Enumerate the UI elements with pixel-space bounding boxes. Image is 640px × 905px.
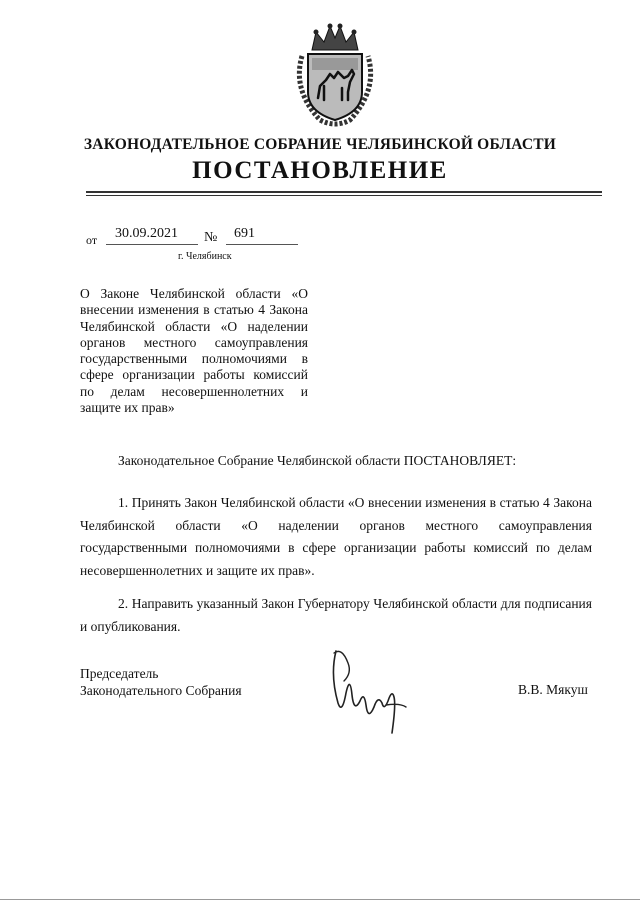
resolution-item-1: 1. Принять Закон Челябинской области «О внесении изменения в статью 4 Закона Челябинской области «О наделении органов местного самоуправления государственными полномочиями в сфере организации работы комиссий по делам несовершеннолетних и защите их прав». xyxy=(80,495,592,578)
coat-of-arms-icon xyxy=(290,20,380,130)
header-divider-thin xyxy=(86,195,602,196)
document-type-title: ПОСТАНОВЛЕНИЕ xyxy=(192,157,448,184)
number-label: № xyxy=(204,230,218,245)
header-divider-thick xyxy=(86,191,602,193)
date-underline xyxy=(106,244,198,245)
document-city: г. Челябинск xyxy=(178,251,232,262)
decree-statement: Законодательное Собрание Челябинской области ПОСТАНОВЛЯЕТ: xyxy=(118,453,517,468)
signer-position-line-1: Председатель xyxy=(80,666,159,681)
resolution-item-2: 2. Направить указанный Закон Губернатору Челябинской области для подписания и опубликования. xyxy=(80,596,592,634)
date-prefix: от xyxy=(86,233,98,247)
document-date: 30.09.2021 xyxy=(115,226,178,241)
document-number: 691 xyxy=(234,226,255,241)
signer-position xyxy=(80,665,242,699)
document-subject: О Законе Челябинской области «О внесении изменения в статью 4 Закона Челябинской области «О наделении органов местного самоуправления государственными полномочиями в сфере организации работы комиссий по делам несовершеннолетних и защите их прав» xyxy=(80,286,308,416)
handwritten-signature-icon xyxy=(322,645,410,735)
signer-position-line-2: Законодательного Собрания xyxy=(80,683,242,698)
number-underline xyxy=(226,244,298,245)
organization-title: ЗАКОНОДАТЕЛЬНОЕ СОБРАНИЕ ЧЕЛЯБИНСКОЙ ОБЛАСТИ xyxy=(83,136,557,153)
signer-name: В.В. Мякуш xyxy=(518,682,588,697)
page-bottom-edge xyxy=(0,899,640,900)
